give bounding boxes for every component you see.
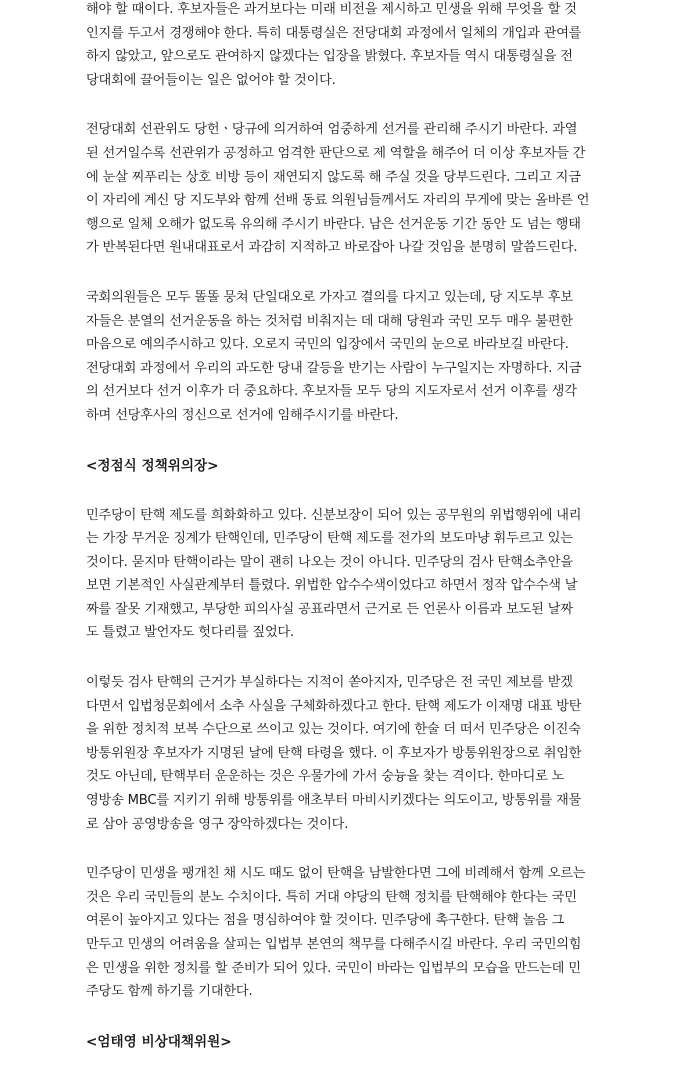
- text-line: 하지 않았고, 앞으로도 관여하지 않겠다는 입장을 밝혔다. 후보자들 역시 대통령실을 전: [86, 49, 573, 65]
- text-line: 보면 기본적인 사실관계부터 틀렸다. 위법한 압수수색이었다고 하면서 정작 압수수색 날: [86, 578, 578, 594]
- text-line: 인지를 두고서 경쟁해야 한다. 특히 대통령실은 전당대회 과정에서 일체의 개입과 관여를: [86, 25, 582, 41]
- text-line: 가 반복된다면 원내대표로서 과감히 지적하고 바로잡아 나갈 것임을 분명히 말씀드린다.: [86, 240, 578, 256]
- text-line: 영방송 MBC를 지키기 위해 방통위를 애초부터 마비시키겠다는 의도이고, 방통위를 재물: [86, 793, 582, 809]
- text-line: 이 자리에 계신 당 지도부와 함께 선배 동료 의원님들께서도 자리의 무게에 맞는 올바른 언: [86, 193, 590, 209]
- text-line: 해야 할 때이다. 후보자들은 과거보다는 미래 비전을 제시하고 민생을 위해 무엇을 할 것: [86, 2, 577, 17]
- text-line: 자들은 분열의 선거운동을 하는 것처럼 비춰지는 데 대해 당원과 국민 모두 매우 불편한: [86, 313, 573, 329]
- text-line: 민주당이 탄핵 제도를 희화화하고 있다. 신분보장이 되어 있는 공무원의 위법행위에 내리: [86, 507, 582, 523]
- text-line: 당대회에 끌어들이는 일은 없어야 할 것이다.: [86, 72, 336, 88]
- text-line: 것도 아닌데, 탄핵부터 운운하는 것은 우물가에 가서 숭늉을 찾는 격이다. 한마디로 노: [86, 769, 565, 785]
- text-line: 에 눈살 찌푸리는 상호 비방 등이 재연되지 않도록 해 주실 것을 당부드린다. 그리고 지금: [86, 169, 581, 185]
- text-line: 된 선거일수록 선관위가 공정하고 엄격한 판단으로 제 역할을 해주어 더 이상 후보자들 간: [86, 145, 586, 161]
- text-line: 여론이 높아지고 있다는 점을 명심하여야 할 것이다. 민주당에 촉구한다. 탄핵 놀음 그: [86, 913, 565, 929]
- section-heading: <엄태영 비상대책위원>: [86, 1033, 232, 1050]
- paragraph: [86, 504, 626, 646]
- text-line: 을 위한 정치적 보복 수단으로 쓰이고 있는 것이다. 여기에 한술 더 떠서 민주당은 이진숙: [86, 722, 581, 738]
- text-line: 전당대회 과정에서 우리의 과도한 당내 갈등을 반기는 사람이 누구일지는 자명하다. 지금: [86, 360, 582, 376]
- document-page: [86, 0, 626, 1080]
- paragraph: [86, 862, 626, 1004]
- text-line: 도 틀렸고 발언자도 헛다리를 짚었다.: [86, 625, 295, 641]
- text-line: 전당대회 선관위도 당헌ㆍ당규에 의거하여 엄중하게 선거를 관리해 주시기 바란다. 과열: [86, 122, 578, 138]
- paragraph: [86, 0, 626, 92]
- text-line: 것은 우리 국민들의 분노 수치이다. 특히 거대 야당의 탄핵 정치를 탄핵해야 한다는 국민: [86, 889, 577, 905]
- text-line: 국회의원들은 모두 똘똘 뭉쳐 단일대오로 가자고 결의를 다지고 있는데, 당 지도부 후보: [86, 289, 573, 305]
- text-line: 의 선거보다 선거 이후가 더 중요하다. 후보자들 모두 당의 지도자로서 선거 이후를 생각: [86, 384, 577, 400]
- text-line: 다면서 입법청문회에서 소추 사실을 구체화하겠다고 한다. 탄핵 제도가 이재명 대표 방탄: [86, 698, 582, 714]
- text-line: 로 삼아 공영방송을 영구 장악하겠다는 것이다.: [86, 816, 349, 832]
- text-line: 짜를 잘못 기재했고, 부당한 피의사실 공표라면서 근거로 든 언론사 이름과 보도된 날짜: [86, 601, 573, 617]
- text-line: 것이다. 묻지마 탄핵이라는 말이 괜히 나오는 것이 아니다. 민주당의 검사 탄핵소추안을: [86, 554, 573, 570]
- text-line: 이렇듯 검사 탄핵의 근거가 부실하다는 지적이 쏟아지자, 민주당은 전 국민 제보를 받겠: [86, 675, 573, 691]
- section-heading: <정점식 정책위의장>: [86, 457, 219, 474]
- text-line: 는 가장 무거운 징계가 탄핵인데, 민주당이 탄핵 제도를 전가의 보도마냥 휘두르고 있는: [86, 531, 573, 547]
- text-line: 은 민생을 위한 정치를 할 준비가 되어 있다. 국민이 바라는 입법부의 모습을 만드는데 민: [86, 960, 581, 976]
- text-line: 주당도 함께 하기를 기대한다.: [86, 984, 253, 1000]
- text-line: 하며 선당후사의 정신으로 선거에 임해주시기를 바란다.: [86, 407, 399, 423]
- paragraph: [86, 671, 626, 836]
- text-line: 방통위원장 후보자가 지명된 날에 탄핵 타령을 했다. 이 후보자가 방통위원장으로 취임한: [86, 745, 582, 761]
- text-line: 마음으로 예의주시하고 있다. 오로지 국민의 입장에서 국민의 눈으로 바라보길 바란다.: [86, 337, 569, 353]
- text-line: 행으로 일체 오해가 없도록 유의해 주시기 바란다. 남은 선거운동 기간 동안 도 넘는 행태: [86, 216, 581, 232]
- paragraph: [86, 118, 626, 260]
- text-line: 만두고 민생의 어려움을 살피는 입법부 본연의 책무를 다해주시길 바란다. 우리 국민의힘: [86, 937, 582, 952]
- paragraph: [86, 286, 626, 428]
- text-line: 민주당이 민생을 팽개친 채 시도 때도 없이 탄핵을 남발한다면 그에 비례해서 함께 오르는: [86, 866, 586, 882]
